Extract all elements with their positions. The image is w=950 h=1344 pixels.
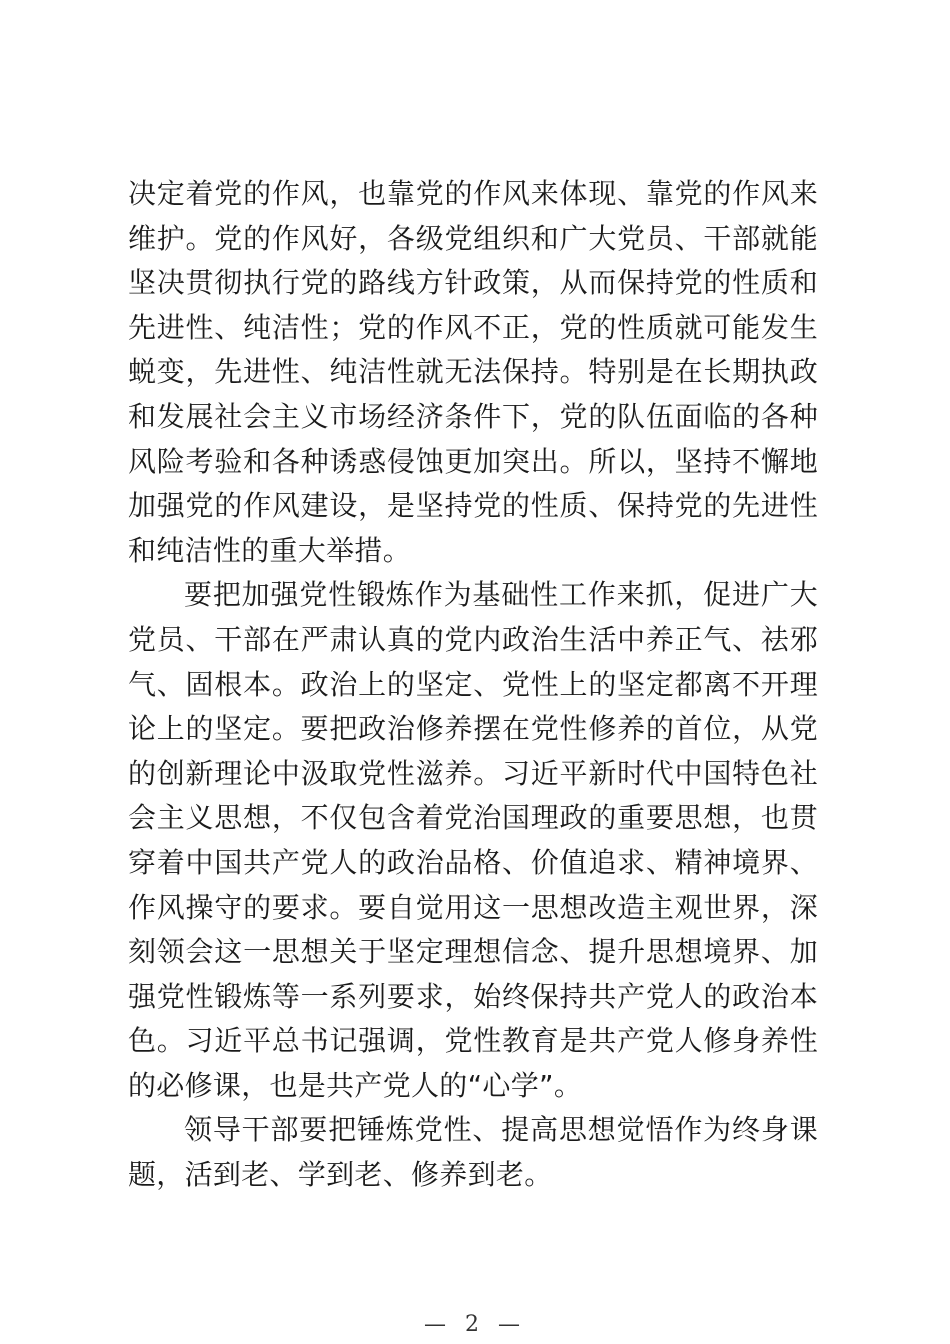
paragraph-party-spirit: 要把加强党性锻炼作为基础性工作来抓，促进广大党员、干部在严肃认真的党内政治生活中养正气、祛邪气、固根本。政治上的坚定、党性上的坚定都离不开理论上的坚定。要把政治修养摆在党性修养的首位，从党的创新理论中汲取党性滋养。习近平新时代中国特色社会主义思想，不仅包含着党治国理政的重要思想，也贯穿着中国共产党人的政治品格、价值追求、精神境界、作风操守的要求。要自觉用这一思想改造主观世界，深刻领会这一思想关于坚定理想信念、提升思想境界、加强党性锻炼等一系列要求，始终保持共产党人的政治本色。习近平总书记强调，党性教育是共产党人修身养性的必修课，也是共产党人的“心学”。: [128, 578, 818, 1102]
paragraph-lifelong-task: 领导干部要把锤炼党性、提高思想觉悟作为终身课题，活到老、学到老、修养到老。: [128, 1113, 818, 1192]
body-text: [128, 172, 818, 1198]
paragraph-continuation: 决定着党的作风，也靠党的作风来体现、靠党的作风来维护。党的作风好，各级党组织和广大党员、干部就能坚决贯彻执行党的路线方针政策，从而保持党的性质和先进性、纯洁性；党的作风不正，党的性质就可能发生蜕变，先进性、纯洁性就无法保持。特别是在长期执政和发展社会主义市场经济条件下，党的队伍面临的各种风险考验和各种诱惑侵蚀更加突出。所以，坚持不懈地加强党的作风建设，是坚持党的性质、保持党的先进性和纯洁性的重大举措。: [128, 177, 818, 567]
page-number: — 2 —: [424, 1312, 526, 1337]
